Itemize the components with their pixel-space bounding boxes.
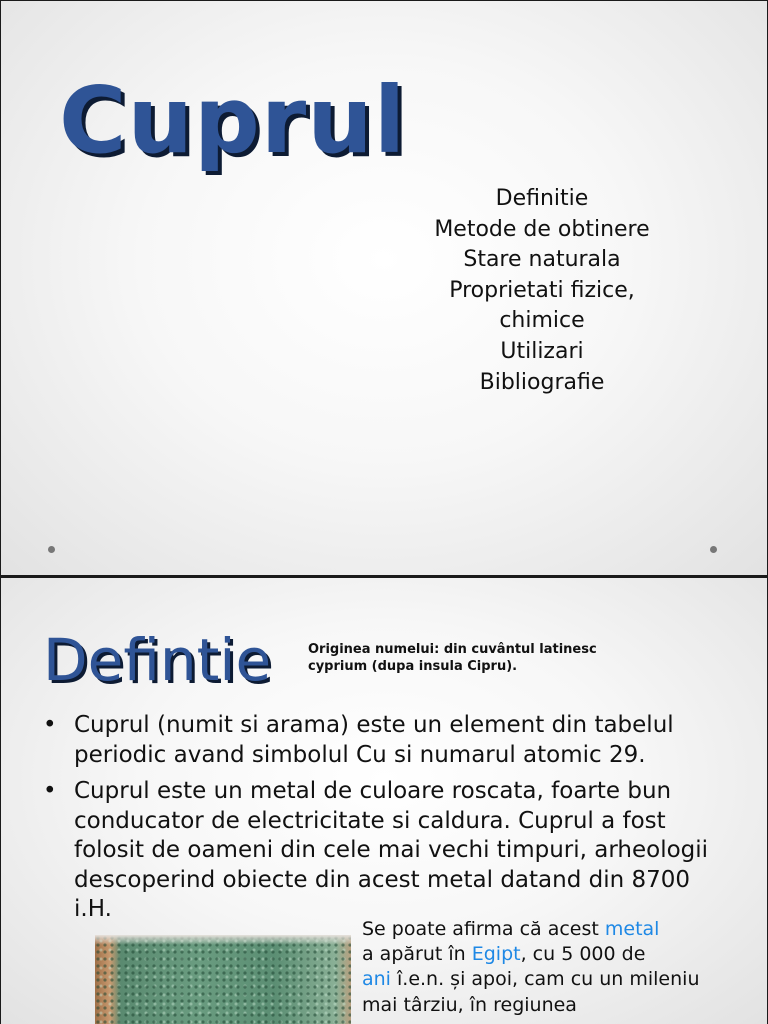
slide-definition-heading: Defintie — [43, 626, 272, 694]
slide-corner-dot — [48, 546, 55, 553]
link-egipt[interactable]: Egipt — [471, 943, 521, 966]
history-text-part: a apărut în — [362, 943, 472, 966]
history-text-part: Se poate afirma că acest — [362, 918, 605, 940]
slide-corner-dot — [710, 546, 717, 553]
copper-ore-photo — [95, 935, 351, 1024]
toc-item: Bibliografie — [479, 369, 605, 395]
toc-item: chimice — [499, 308, 585, 334]
toc-item: Definitie — [495, 186, 589, 211]
toc-item: Metode de obtinere — [434, 216, 650, 242]
name-origin-note: Originea numelui: din cuvântul latinesc cyprium (dupa insula Cipru). — [308, 642, 597, 674]
slide-title-heading: Cuprul — [59, 67, 407, 174]
slide-title — [1, 1, 767, 575]
history-text-part: , cu 5 000 de — [520, 943, 646, 966]
link-metal[interactable]: metal — [604, 918, 660, 940]
definition-bullets — [43, 711, 733, 932]
history-text-part: î.e.n. și apoi, cam cu un mileniu mai târziu, în regiunea — [362, 968, 700, 1016]
slide-definition — [1, 578, 767, 1024]
toc-item: Proprietati fizice, — [449, 277, 635, 303]
toc-item: Stare naturala — [463, 247, 621, 273]
toc-item: Utilizari — [500, 338, 584, 364]
history-text — [362, 917, 707, 1018]
bullet-item: • Cuprul (numit si arama) este un element din tabelul periodic avand simbolul Cu si numarul atomic 29. — [43, 711, 733, 770]
link-ani[interactable]: ani — [362, 968, 391, 991]
bullet-item: • Cuprul este un metal de culoare roscata, foarte bun conducator de electricitate si caldura. Cuprul a fost folosit de oameni din cele mai vechi timpuri, arheologii descoperind obiecte din acest metal datand din 8700 i.H. — [43, 777, 733, 925]
table-of-contents — [401, 184, 683, 398]
